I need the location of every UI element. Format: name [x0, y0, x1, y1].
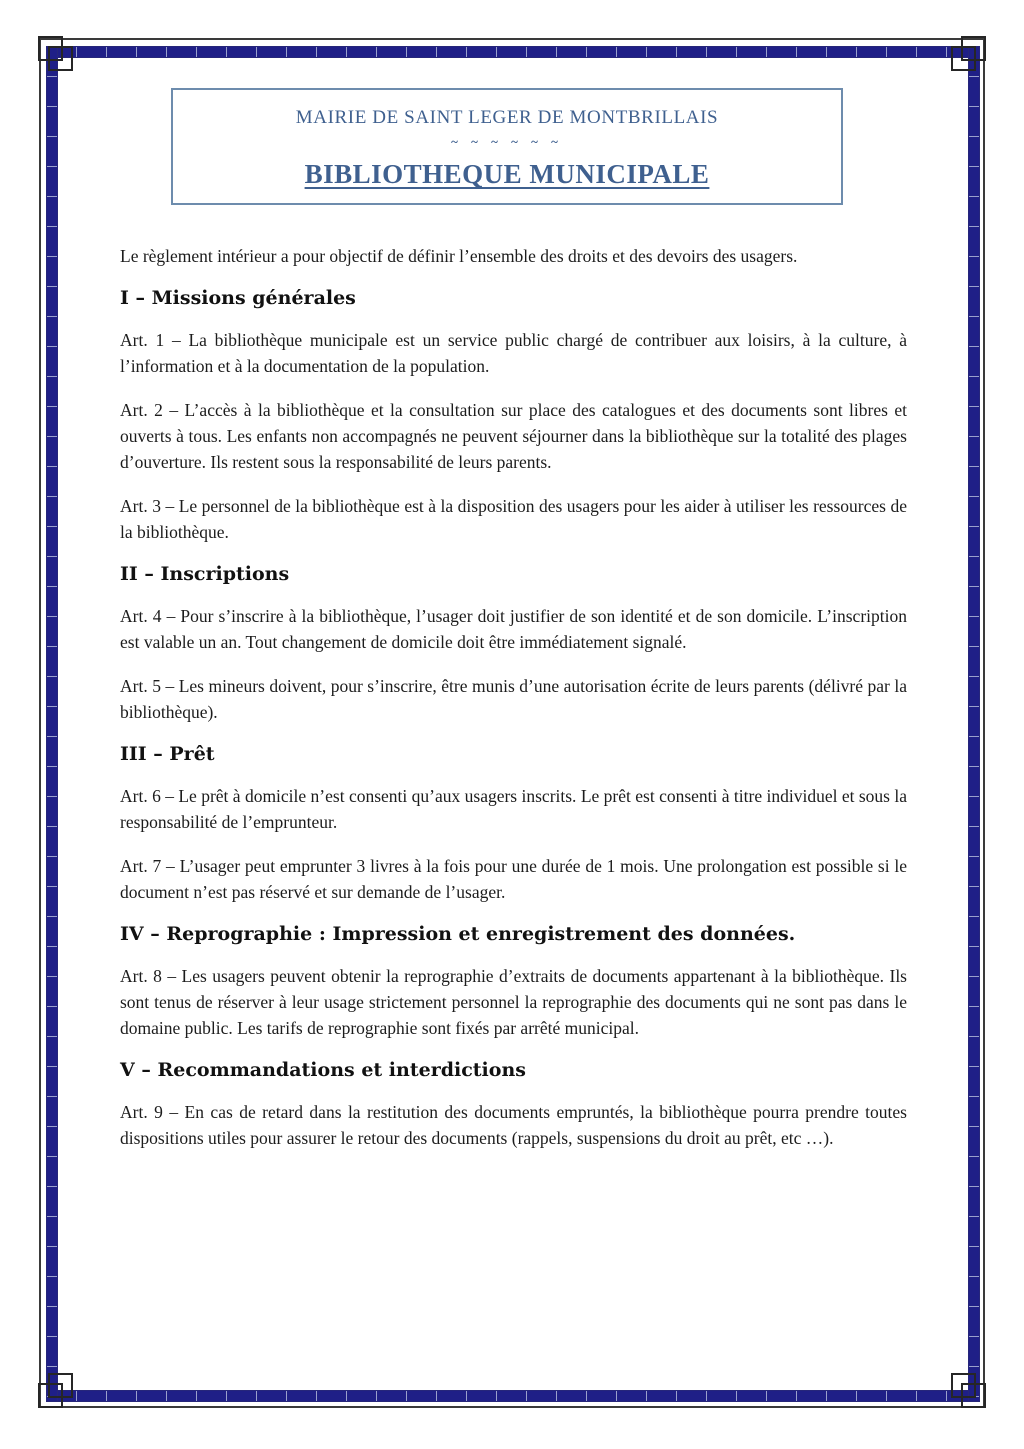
document-header-box: [171, 88, 843, 205]
section-heading-pret: III – Prêt: [120, 743, 215, 765]
section-heading-missions: I – Missions générales: [120, 287, 356, 309]
intro-paragraph: Le règlement intérieur a pour objectif de définir l’ensemble des droits et des devoirs des usagers.: [120, 246, 798, 266]
corner-knot-icon: [951, 46, 976, 71]
document-content: [120, 243, 907, 1169]
article-4: Art. 4 – Pour s’inscrire à la bibliothèque, l’usager doit justifier de son identité et de son domicile. L’inscription est valable un an. Tout changement de domicile doit être immédiatement signalé.: [120, 606, 907, 652]
article-8: Art. 8 – Les usagers peuvent obtenir la reprographie d’extraits de documents appartenant à la bibliothèque. Ils sont tenus de réserver à leur usage strictement personnel la reprographie des documents qui ne sont pas dans le domaine public. Les tarifs de reprographie sont fixés par arrêté municipal.: [120, 966, 907, 1038]
article-6: Art. 6 – Le prêt à domicile n’est consenti qu’aux usagers inscrits. Le prêt est consenti à titre individuel et sous la responsabilité de l’emprunteur.: [120, 786, 907, 832]
corner-knot-icon: [48, 1373, 73, 1398]
frame-band-top: [46, 46, 980, 58]
article-9: Art. 9 – En cas de retard dans la restitution des documents empruntés, la bibliothèque pourra prendre toutes dispositions utiles pour assurer le retour des documents (rappels, suspensions du droit au prêt, etc …).: [120, 1102, 907, 1148]
document-title: BIBLIOTHEQUE MUNICIPALE: [304, 159, 710, 189]
frame-band-bottom: [46, 1390, 980, 1402]
section-heading-reprographie: IV – Reprographie : Impression et enregistrement des données.: [120, 923, 796, 945]
corner-knot-icon: [48, 46, 73, 71]
section-heading-inscriptions: II – Inscriptions: [120, 563, 290, 585]
corner-knot-icon: [951, 1373, 976, 1398]
header-organization: MAIRIE DE SAINT LEGER DE MONTBRILLAIS: [295, 107, 719, 128]
frame-band-left: [46, 46, 58, 1402]
header-separator: ~ ~ ~ ~ ~ ~: [451, 134, 563, 149]
frame-band-right: [968, 46, 980, 1402]
article-2: Art. 2 – L’accès à la bibliothèque et la consultation sur place des catalogues et des documents sont libres et ouverts à tous. Les enfants non accompagnés ne peuvent séjourner dans la bibliothèque sur la totalité des plages d’ouverture. Ils restent sous la responsabilité de leurs parents.: [120, 400, 907, 472]
section-heading-recommandations: V – Recommandations et interdictions: [120, 1059, 526, 1081]
article-7: Art. 7 – L’usager peut emprunter 3 livres à la fois pour une durée de 1 mois. Une prolongation est possible si le document n’est pas réservé et sur demande de l’usager.: [120, 856, 907, 902]
article-3: Art. 3 – Le personnel de la bibliothèque est à la disposition des usagers pour les aider à utiliser les ressources de la bibliothèque.: [120, 496, 907, 542]
article-5: Art. 5 – Les mineurs doivent, pour s’inscrire, être munis d’une autorisation écrite de leurs parents (délivré par la bibliothèque).: [120, 676, 907, 722]
article-1: Art. 1 – La bibliothèque municipale est un service public chargé de contribuer aux loisirs, à la culture, à l’information et à la documentation de la population.: [120, 330, 907, 376]
